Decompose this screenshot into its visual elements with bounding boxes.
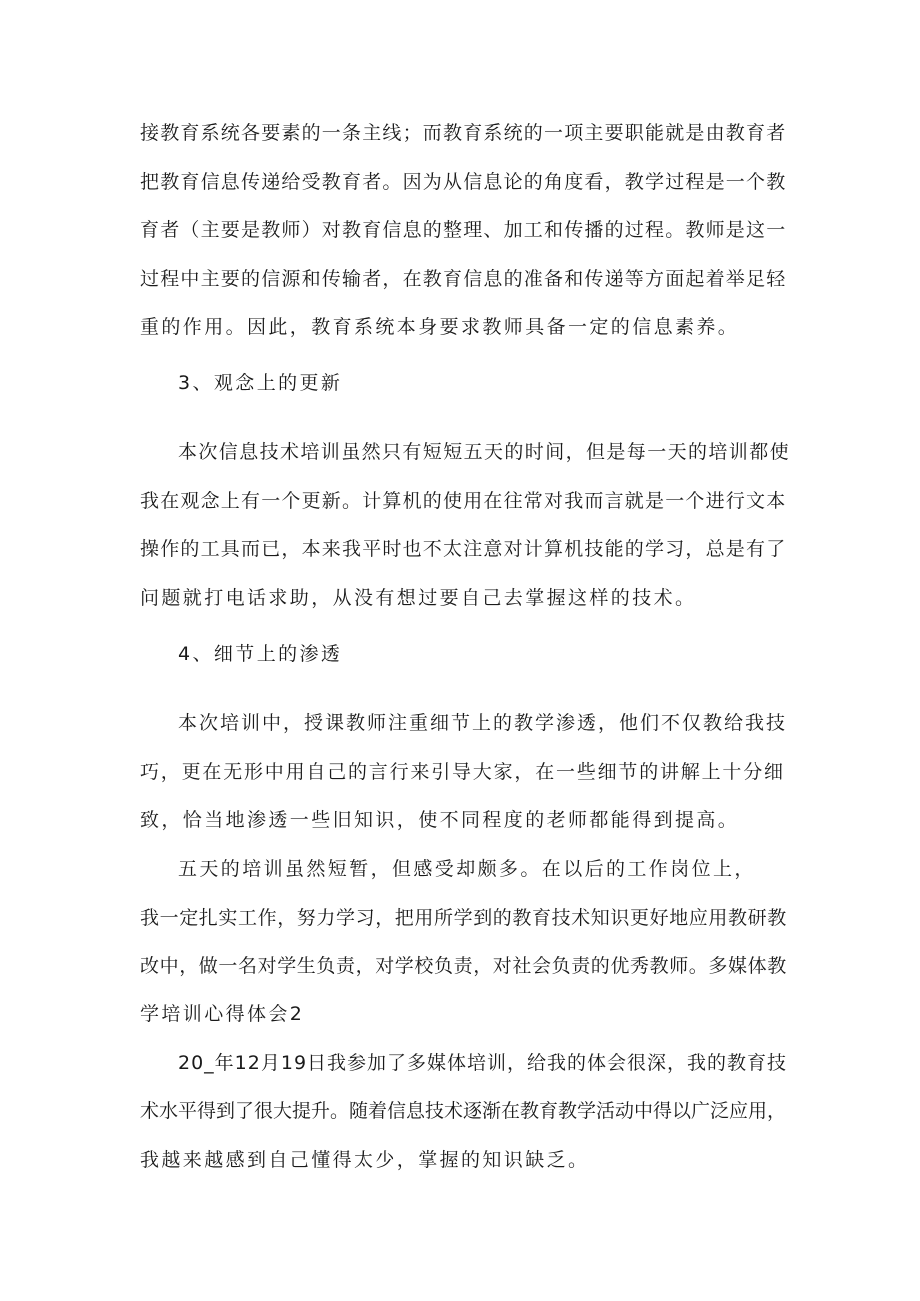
section-heading: 4、细节上的渗透	[178, 643, 343, 665]
body-line: 20_年12月19日我参加了多媒体培训，给我的体会很深，我的教育技	[178, 1052, 788, 1074]
section-heading: 3、观念上的更新	[178, 372, 343, 394]
body-line: 我在观念上有一个更新。计算机的使用在往常对我而言就是一个进行文本	[140, 490, 787, 512]
body-line: 问题就打电话求助，从没有想过要自己去掌握这样的技术。	[140, 587, 697, 609]
body-line: 本次培训中，授课教师注重细节上的教学渗透，他们不仅教给我技	[178, 712, 788, 734]
body-line: 把教育信息传递给受教育者。因为从信息论的角度看，教学过程是一个教	[140, 171, 787, 193]
body-line: 我一定扎实工作，努力学习，把用所学到的教育技术知识更好地应用教研教	[140, 907, 787, 929]
body-line: 本次信息技术培训虽然只有短短五天的时间，但是每一天的培训都使	[178, 441, 791, 463]
body-line: 术水平得到了很大提升。随着信息技术逐渐在教育教学活动中得以广泛应用，	[140, 1100, 787, 1122]
subtitle-line: 学培训心得体会2	[140, 1003, 305, 1025]
body-line: 操作的工具而已，本来我平时也不太注意对计算机技能的学习，总是有了	[140, 538, 787, 560]
body-line: 改中，做一名对学生负责，对学校负责，对社会负责的优秀教师。多媒体教	[140, 955, 787, 977]
body-line: 接教育系统各要素的一条主线；而教育系统的一项主要职能就是由教育者	[140, 122, 787, 144]
body-line: 育者（主要是教师）对教育信息的整理、加工和传播的过程。教师是这一	[140, 219, 787, 241]
body-line: 重的作用。因此，教育系统本身要求教师具备一定的信息素养。	[140, 316, 740, 338]
body-line: 我越来越感到自己懂得太少，掌握的知识缺乏。	[140, 1149, 590, 1171]
body-line: 致，恰当地渗透一些旧知识，使不同程度的老师都能得到提高。	[140, 809, 740, 831]
body-line: 巧，更在无形中用自己的言行来引导大家，在一些细节的讲解上十分细	[140, 761, 785, 783]
body-line: 五天的培训虽然短暂，但感受却颇多。在以后的工作岗位上，	[178, 858, 756, 880]
body-line: 过程中主要的信源和传输者，在教育信息的准备和传递等方面起着举足轻	[140, 268, 787, 290]
